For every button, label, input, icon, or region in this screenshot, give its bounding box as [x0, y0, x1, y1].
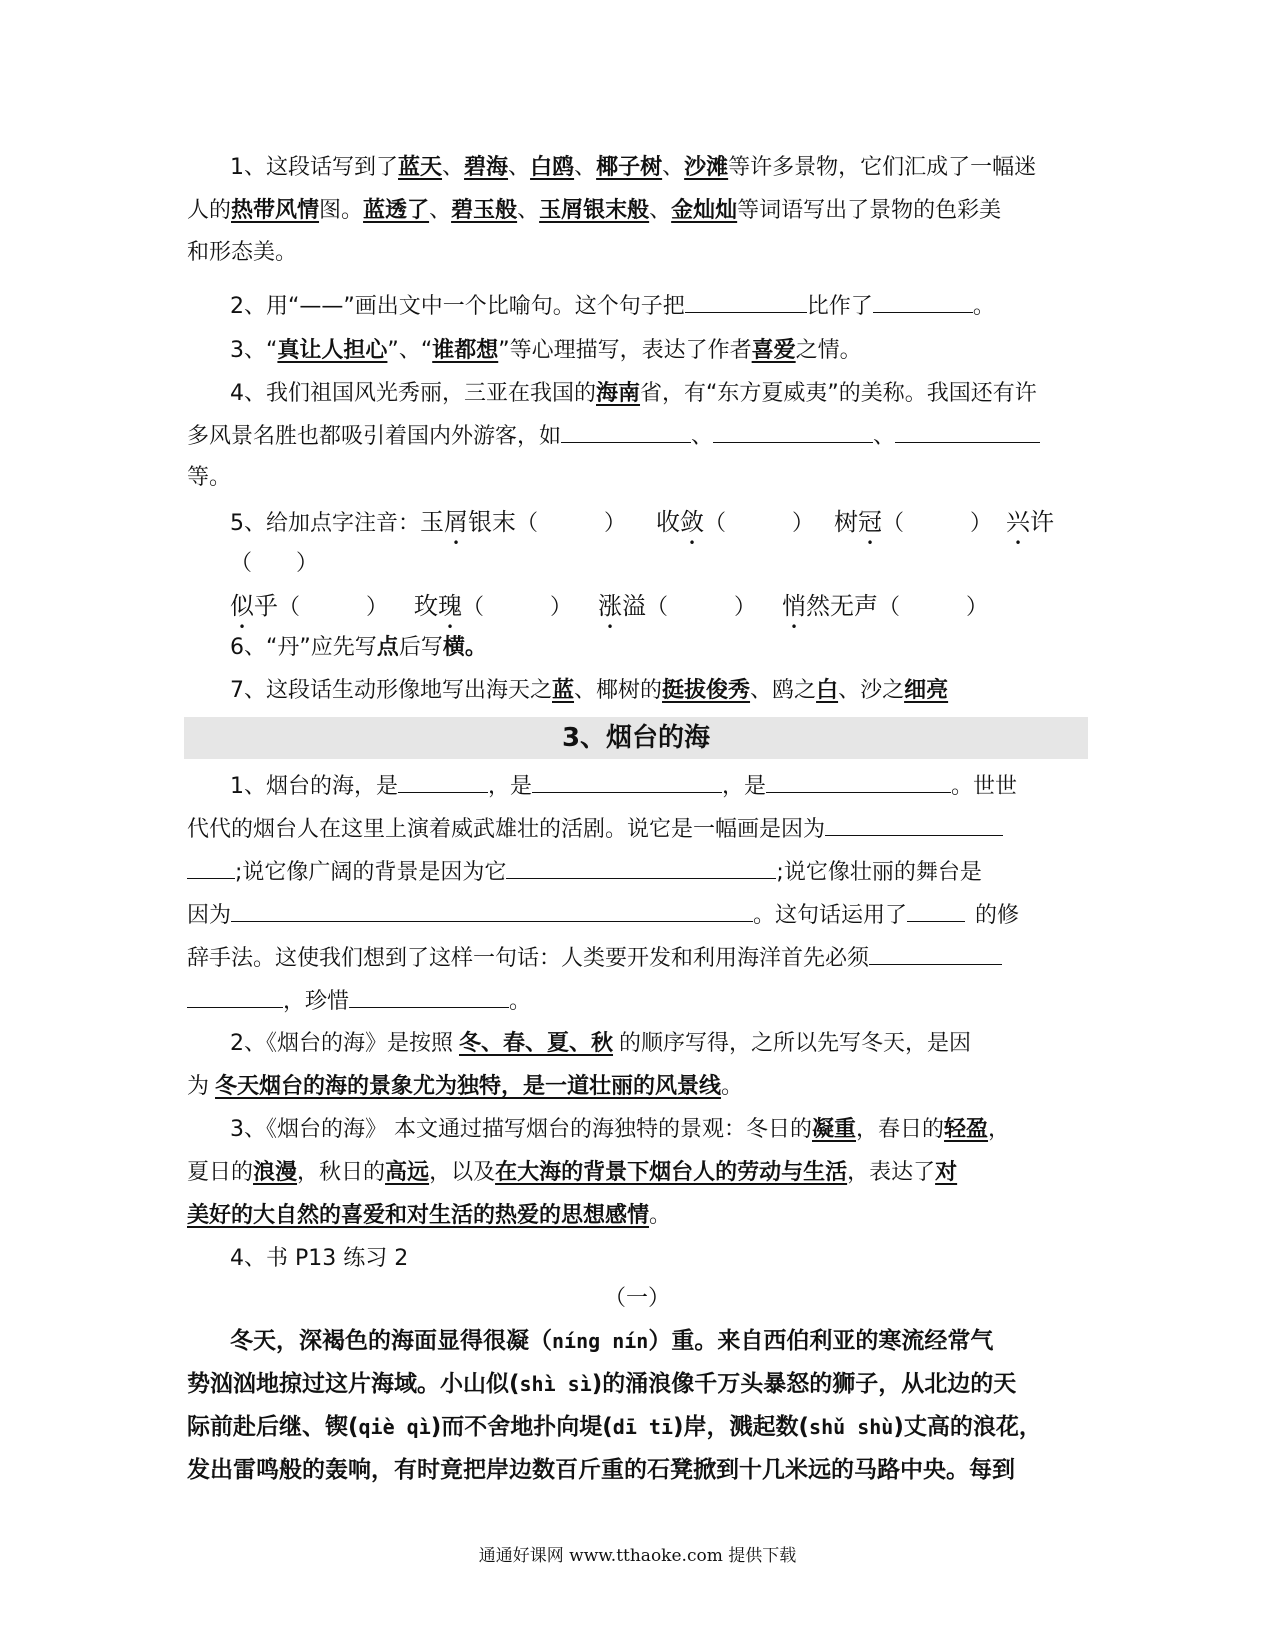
- answer-blank[interactable]: [187, 856, 235, 879]
- answer-blank[interactable]: [873, 290, 973, 313]
- s2-q4-line3: 等。: [187, 465, 232, 490]
- s2-q5-line1: 5、给加点字注音：玉屑银末（ ） 收敛（ ） 树冠（ ） 兴许: [230, 508, 1055, 536]
- s2-q2: 2、用“——”画出文中一个比喻句。这个句子把 比作了 。: [230, 290, 1130, 322]
- s3-q4: 4、书 P13 练习 2: [230, 1246, 409, 1271]
- answer-blank[interactable]: [907, 899, 965, 922]
- s3-q1-line2: 代代的烟台人在这里上演着威武雄壮的活剧。说它是一幅画是因为: [187, 813, 1087, 845]
- answer-blank[interactable]: [713, 420, 873, 443]
- answer-blank[interactable]: [231, 899, 753, 922]
- passage-line3: 际前赴后继、锲(qiè qì)而不舍地扑向堤(dī tī)岸，溅起数(shǔ shù)丈高的浪花，: [187, 1414, 1042, 1440]
- s3-q1-line5: 辞手法。这使我们想到了这样一句话：人类要开发和利用海洋首先必须: [187, 942, 1087, 974]
- s3-q3-line1: 3、《烟台的海》 本文通过描写烟台的海独特的景观：冬日的凝重，春日的轻盈，: [230, 1117, 1011, 1142]
- answer-blank[interactable]: [349, 985, 509, 1008]
- passage-part-label: （一）: [603, 1286, 670, 1311]
- s3-q1-line1: 1、烟台的海，是 ，是 ，是 。世世: [230, 770, 1130, 802]
- answer-blank[interactable]: [506, 856, 776, 879]
- s3-q3-line3: 美好的大自然的喜爱和对生活的热爱的思想感情。: [187, 1203, 672, 1228]
- s2-q1-line3: 和形态美。: [187, 240, 298, 265]
- s2-q1-line2: 人的热带风情图。蓝透了、碧玉般、玉屑银末般、金灿灿等词语写出了景物的色彩美: [187, 198, 1002, 223]
- s3-q2-line2: 为 冬天烟台的海的景象尤为独特，是一道壮丽的风景线。: [187, 1074, 744, 1099]
- answer-blank[interactable]: [895, 420, 1040, 443]
- s3-q1-line3: ;说它像广阔的背景是因为它 ;说它像壮丽的舞台是: [187, 856, 1087, 888]
- answer-blank[interactable]: [766, 770, 951, 793]
- passage-line2: 势汹汹地掠过这片海域。小山似(shì sì)的涌浪像千万头暴怒的狮子，从北边的天: [187, 1371, 1017, 1397]
- s3-q1-line4: 因为 。这句话运用了 的修: [187, 899, 1087, 931]
- s3-q2-line1: 2、《烟台的海》是按照 冬、春、夏、秋 的顺序写得，之所以先写冬天，是因: [230, 1031, 972, 1056]
- answer-blank[interactable]: [685, 290, 807, 313]
- s2-q1-line1: 1、这段话写到了蓝天、碧海、白鸥、椰子树、沙滩等许多景物，它们汇成了一幅迷: [230, 155, 1037, 180]
- s2-q3: 3、“真让人担心”、“谁都想”等心理描写，表达了作者喜爱之情。: [230, 338, 862, 363]
- s2-q7: 7、这段话生动形像地写出海天之蓝、椰树的挺拔俊秀、鸥之白、沙之细亮: [230, 678, 949, 703]
- s2-q4-line1: 4、我们祖国风光秀丽，三亚在我国的海南省，有“东方夏威夷”的美称。我国还有许: [230, 381, 1037, 406]
- answer-blank[interactable]: [869, 942, 1002, 965]
- answer-blank[interactable]: [825, 813, 1003, 836]
- answer-blank[interactable]: [398, 770, 488, 793]
- page-footer: 通通好课网 www.tthaoke.com 提供下载: [478, 1546, 797, 1566]
- passage-line4: 发出雷鸣般的轰响，有时竟把岸边数百斤重的石凳掀到十几米远的马路中央。每到: [187, 1457, 1015, 1483]
- s2-q5-line3: 似乎（ ） 玫瑰（ ） 涨溢（ ） 悄然无声（ ）: [230, 592, 989, 620]
- passage-line1: 冬天，深褐色的海面显得很凝（níng nín）重。来自西伯利亚的寒流经常气: [230, 1328, 994, 1354]
- s2-q4-line2: 多风景名胜也都吸引着国内外游客，如 、 、: [187, 420, 1087, 452]
- s3-q1-line6: ，珍惜 。: [187, 985, 1087, 1017]
- section-title: 3、烟台的海: [561, 723, 711, 753]
- answer-blank[interactable]: [187, 985, 283, 1008]
- s2-q6: 6、“丹”应先写点后写横。: [230, 635, 487, 660]
- answer-blank[interactable]: [532, 770, 722, 793]
- s3-q3-line2: 夏日的浪漫，秋日的高远，以及在大海的背景下烟台人的劳动与生活，表达了对: [187, 1160, 958, 1185]
- s2-q5-line2: （ ）: [230, 551, 319, 576]
- answer-blank[interactable]: [561, 420, 691, 443]
